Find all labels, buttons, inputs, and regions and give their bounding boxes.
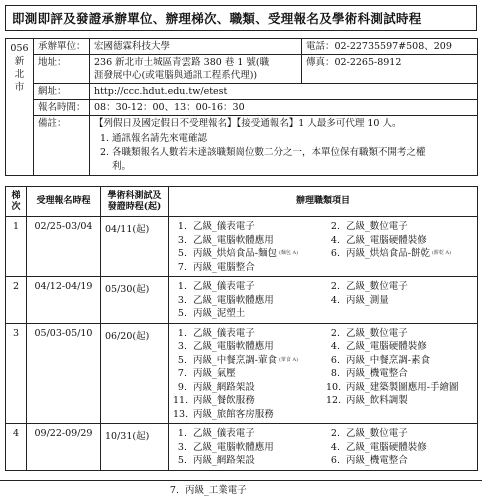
phone-cell: [302, 39, 478, 55]
job-item: 2. 乙級_數位電子: [330, 281, 408, 292]
website-link[interactable]: http://ccc.hdut.edu.tw/etest: [90, 84, 478, 100]
job-item: 4. 乙級_電腦硬體裝修: [330, 441, 427, 453]
job-items-grid: [173, 220, 475, 274]
schedule-table: [5, 186, 478, 471]
address-value: [90, 55, 302, 84]
note-item: 利。: [112, 161, 132, 172]
header-batch: 梯次: [6, 187, 27, 217]
reg-period: 09/22-09/29: [27, 424, 101, 471]
notes-headline: 【列假日及國定假日不受理報名】【接受通報名】1 人最多可代理 10 人。: [94, 118, 402, 129]
region-city-char-1: 新: [14, 56, 25, 67]
job-item: 4. 丙級_測量: [330, 294, 389, 306]
reg-period: 05/03-05/10: [27, 323, 101, 424]
job-item: 6. 丙級_中餐烹調-素食: [330, 354, 430, 366]
schedule-row: [6, 217, 478, 277]
job-item: 10. 丙級_建築製圖應用-手繪圖: [326, 381, 459, 393]
job-items-grid: [173, 280, 475, 321]
job-item: 1. 乙級_儀表電子: [177, 428, 255, 439]
address-line-2: 涯發展中心(或電腦與通訊工程系代理)): [94, 70, 258, 81]
header-items: 辦理職類項目: [169, 187, 478, 217]
schedule-overflow-row: [0, 480, 482, 500]
job-item: 13. 丙級_旅館客房服務: [173, 408, 274, 420]
job-item: 2. 乙級_數位電子: [330, 327, 408, 339]
batch-number: 4: [6, 424, 27, 471]
address-label: 地址：: [34, 55, 90, 84]
notes-list: [94, 132, 473, 174]
job-item: 7. 丙級_氣壓: [177, 368, 236, 379]
fax-value: 02-2265-8912: [334, 57, 402, 68]
batch-number: 2: [6, 277, 27, 324]
regtime-value: 08：30-12：00、13：00-16：30: [90, 100, 478, 116]
phone-value: 02-22735597#508、209: [334, 41, 452, 52]
job-item: 6. 丙級_烘焙食品-餅乾 (餅乾 A): [330, 248, 452, 259]
job-items-cell: [169, 424, 478, 471]
job-item: 3. 乙級_電腦軟體應用: [177, 234, 274, 246]
reg-period: 04/12-04/19: [27, 277, 101, 324]
test-date: 04/11(起): [101, 217, 169, 277]
job-item: 11. 丙級_餐飲服務: [173, 395, 255, 406]
job-item: 5. 丙級_烘焙食品-麵包 (麵包 A): [177, 248, 299, 259]
test-date: 05/30(起): [101, 277, 169, 324]
fax-cell: [302, 55, 478, 84]
job-item: 2. 乙級_數位電子: [330, 428, 408, 439]
schedule-row: [6, 277, 478, 324]
batch-number: 3: [6, 323, 27, 424]
job-items-cell: [169, 323, 478, 424]
batch-number: 1: [6, 217, 27, 277]
item-footnote: (葷食 A): [278, 356, 299, 363]
organizer-label: 承辦單位：: [34, 39, 90, 55]
job-item: 4. 乙級_電腦硬體裝修: [330, 234, 427, 246]
note-item: 2. 各職類報名人數若未達該職類崗位數二分之一，本單位保有職類不開考之權: [100, 147, 426, 158]
job-item: 5. 丙級_網路架設: [177, 455, 255, 466]
job-item: 3. 乙級_電腦軟體應用: [177, 294, 274, 306]
notes-cell: [90, 116, 478, 176]
website-label: 網址：: [34, 84, 90, 100]
regtime-label: 報名時間：: [34, 100, 90, 116]
organizer-value: 宏國德霖科技大學: [90, 39, 302, 55]
notes-label: 備註：: [34, 116, 90, 176]
job-item: 1. 乙級_儀表電子: [177, 221, 255, 232]
item-footnote: (餅乾 A): [431, 250, 452, 256]
address-line-1: 236 新北市土城區青雲路 380 巷 1 號(職: [94, 57, 270, 68]
test-date: 10/31(起): [101, 424, 169, 471]
job-item: 7. 丙級_電腦整合: [177, 261, 255, 273]
test-date: 06/20(起): [101, 323, 169, 424]
note-item: 1. 通訊報名請先來電確認: [100, 133, 208, 144]
region-city-char-2: 北: [14, 69, 25, 80]
job-item: 8. 丙級_機電整合: [330, 368, 408, 379]
document-page: [5, 5, 477, 471]
job-item: 1. 乙級_儀表電子: [177, 281, 255, 292]
job-item: 5. 丙級_泥塑土: [177, 308, 246, 319]
job-item: 12. 丙級_飲料調製: [326, 395, 408, 406]
schedule-row: [6, 323, 478, 424]
job-items-grid: [173, 427, 475, 468]
job-item: 9. 丙級_網路架設: [177, 381, 255, 393]
job-item: 6. 丙級_機電整合: [330, 455, 408, 466]
fax-label: 傳真：: [306, 57, 335, 68]
region-city-char-3: 市: [14, 82, 25, 93]
header-test-date: 學術科測試及 發證時程(起): [101, 187, 169, 217]
schedule-body: [6, 217, 478, 471]
job-item: 7. 丙級_工業電子: [169, 485, 247, 496]
header-reg-period: 受理報名時程: [27, 187, 101, 217]
job-item: 5. 丙級_中餐烹調-葷食 (葷食 A): [177, 354, 299, 366]
job-item: 3. 乙級_電腦軟體應用: [177, 441, 274, 453]
job-items-cell: [169, 217, 478, 277]
job-item: 2. 乙級_數位電子: [330, 221, 408, 232]
job-item: 4. 乙級_電腦硬體裝修: [330, 341, 427, 352]
item-footnote: (麵包 A): [278, 250, 299, 256]
region-code-cell: [6, 39, 34, 176]
title-box: [5, 5, 477, 31]
job-item: 1. 乙級_儀表電子: [177, 327, 255, 339]
schedule-row: [6, 424, 478, 471]
job-items-cell: [169, 277, 478, 324]
region-code: 056: [10, 43, 29, 54]
page-title: 即測即評及發證承辦單位、辦理梯次、職類、受理報名及學術科測試時程: [12, 11, 422, 26]
phone-label: 電話：: [306, 41, 335, 52]
reg-period: 02/25-03/04: [27, 217, 101, 277]
organizer-info-table: [5, 38, 478, 176]
job-item: 3. 乙級_電腦軟體應用: [177, 341, 274, 352]
job-items-grid: [173, 327, 475, 422]
